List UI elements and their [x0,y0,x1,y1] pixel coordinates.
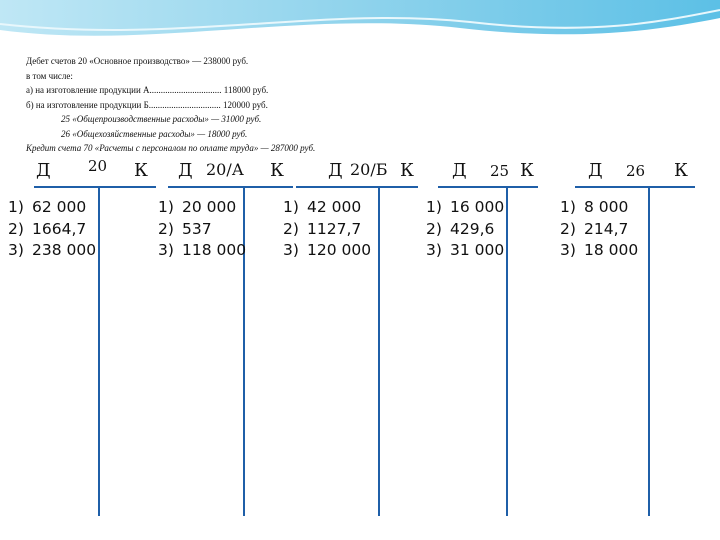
entry-row: 1) 16 000 [426,198,505,216]
text-line-including: в том числе: [26,70,73,81]
entry-row: 1) 8 000 [560,198,629,216]
credit-label: К [674,160,688,181]
credit-label: К [520,160,534,181]
account-number: 25 [490,162,510,180]
debit-entries [158,197,246,262]
debit-label: Д [588,160,603,181]
text-line-product-b: б) на изготовление продукции Б................................ 120000 руб. [26,99,268,110]
t-account-top-line [438,186,538,188]
entry-row: 3) 18 000 [560,241,639,259]
credit-label: К [270,160,284,181]
t-account-divider [98,186,100,516]
debit-entries [283,197,371,262]
debit-entries [560,197,638,262]
entry-row: 2) 429,6 [426,219,495,238]
debit-label: Д [36,160,51,181]
debit-label: Д [178,160,193,181]
entry-row: 3) 120 000 [283,241,372,259]
t-account-top-line [34,186,156,188]
account-number: 26 [626,162,646,180]
entry-row: 1) 20 000 [158,198,237,216]
debit-entries [8,197,96,262]
entry-row: 3) 31 000 [426,241,505,259]
debit-label: Д [328,160,343,181]
account-number: 20 [88,157,108,175]
debit-entries [426,197,504,262]
entry-row: 1) 42 000 [283,198,362,216]
text-line-credit-70: Кредит счета 70 «Расчеты с персоналом по оплате труда» — 287000 руб. [26,143,316,153]
entry-row: 1) 62 000 [8,198,87,216]
decorative-wave-header [0,0,720,48]
entry-row: 2) 1664,7 [8,219,87,238]
debit-label: Д [452,160,467,181]
t-account-top-line [575,186,695,188]
entry-row: 2) 537 [158,219,212,238]
t-account-divider [648,186,650,516]
account-number: 20/А [206,160,244,179]
t-account-divider [506,186,508,516]
entry-row: 3) 118 000 [158,241,247,259]
entry-row: 2) 1127,7 [283,219,362,238]
entry-row: 3) 238 000 [8,241,97,259]
text-line-product-a: а) на изготовление продукции А................................ 118000 руб. [26,85,269,95]
credit-label: К [134,160,148,181]
text-line-debit-20: Дебет счетов 20 «Основное производство» — 238000 руб. [26,56,249,66]
entry-row: 2) 214,7 [560,219,629,238]
text-line-account-26: 26 «Общехозяйственные расходы» — 18000 руб. [61,128,248,139]
text-line-account-25: 25 «Общепроизводственные расходы» — 31000 руб. [61,114,262,124]
account-number: 20/Б [350,160,388,179]
credit-label: К [400,160,414,181]
transaction-description [26,54,706,156]
t-account-divider [378,186,380,516]
t-account-top-line [296,186,418,188]
t-account-top-line [168,186,293,188]
